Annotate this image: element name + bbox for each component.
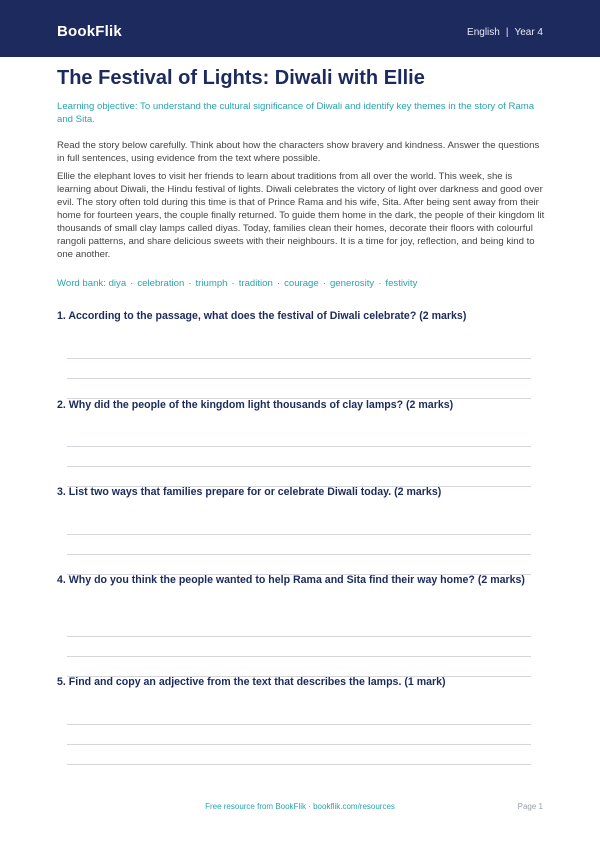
answer-line[interactable] <box>67 744 531 745</box>
instructions: Read the story below carefully. Think about how the characters show bravery and kindness. Answer the questions in full sentences, using evidence from the text where possible. <box>57 140 540 164</box>
question-2: 2. Why did the people of the kingdom light thousands of clay lamps? (2 marks) <box>57 399 454 411</box>
answer-line[interactable] <box>67 358 531 359</box>
footer-credit[interactable]: Free resource from BookFlik · bookflik.com/resources <box>205 802 395 811</box>
word-bank-word: diya <box>108 278 127 289</box>
header-bar <box>0 0 600 57</box>
learning-objective: Learning objective: To understand the cultural significance of Diwali and identify key themes in the story of Rama and Sita. <box>57 101 535 125</box>
answer-line[interactable] <box>67 378 531 379</box>
page-number: Page 1 <box>517 802 543 811</box>
answer-line[interactable] <box>67 466 531 467</box>
answer-line[interactable] <box>67 656 531 657</box>
answer-line[interactable] <box>67 446 531 447</box>
answer-line[interactable] <box>67 724 531 725</box>
brand-logo[interactable]: BookFlik <box>57 23 122 40</box>
question-1: 1. According to the passage, what does the festival of Diwali celebrate? (2 marks) <box>57 310 467 322</box>
year-label: Year 4 <box>514 27 543 38</box>
word-bank-word: festivity <box>385 278 418 289</box>
word-bank-word: celebration <box>137 278 185 289</box>
word-bank-word: tradition <box>238 278 273 289</box>
answer-line[interactable] <box>67 636 531 637</box>
answer-line[interactable] <box>67 764 531 765</box>
word-bank-word: triumph <box>195 278 228 289</box>
subject-label: English <box>467 27 500 38</box>
story-passage: Ellie the elephant loves to visit her friends to learn about traditions from all over the world. This week, she is learning about Diwali, the Hindu festival of lights. Diwali celebrates the victory of light over darkness and good over evil. The story often told during this time is that of Prince Rama and his wife, Sita. After being sent away from their home for fourteen years, the couple finally returned. To guide them home in the dark, the people of their kingdom lit thousands of small clay lamps called diyas. Today, families clean their homes, decorate their floors with colourful rangoli patterns, and share delicious sweets with their neighbours. It is a time for joy, reflection, and being kind to one another. <box>57 171 545 260</box>
answer-line[interactable] <box>67 534 531 535</box>
word-bank-word: courage <box>284 278 319 289</box>
word-bank-word: generosity <box>329 278 375 289</box>
question-5: 5. Find and copy an adjective from the text that describes the lamps. (1 mark) <box>57 676 446 688</box>
subject-year <box>467 27 543 39</box>
word-bank: Word bank: diya · celebration · triumph · tradition · courage · generosity · festivity <box>57 278 418 289</box>
answer-line[interactable] <box>67 554 531 555</box>
word-bank-label: Word bank: <box>57 278 106 289</box>
page-title: The Festival of Lights: Diwali with Ellie <box>57 67 425 89</box>
question-4: 4. Why do you think the people wanted to help Rama and Sita find their way home? (2 marks) <box>57 574 525 586</box>
question-3: 3. List two ways that families prepare for or celebrate Diwali today. (2 marks) <box>57 486 442 498</box>
meta-separator: | <box>505 27 509 38</box>
